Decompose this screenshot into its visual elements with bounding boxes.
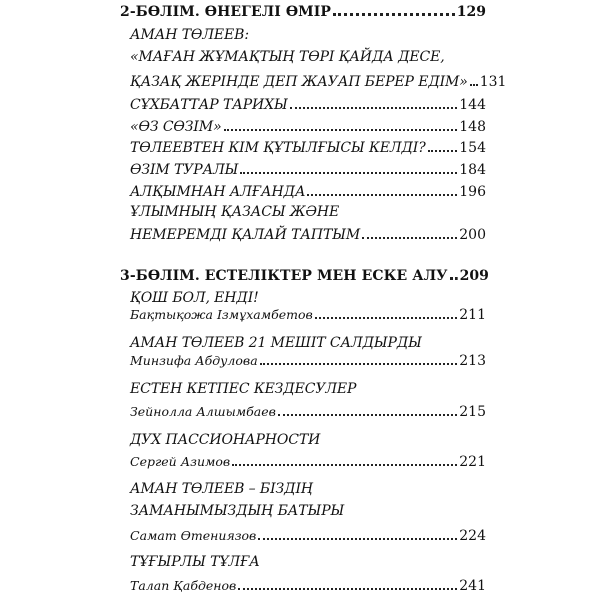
entry-title: ҚОШ БОЛ, ЕНДІ!	[130, 290, 259, 306]
entry-title: АМАН ТӨЛЕЕВ:	[130, 27, 249, 43]
section-title: 3-БӨЛІМ. ЕСТЕЛІКТЕР МЕН ЕСКЕ АЛУ	[120, 268, 448, 284]
entry-author: Минзифа Абдулова	[130, 353, 258, 368]
entry-title: СҰХБАТТАР ТАРИХЫ	[130, 97, 288, 113]
toc-entry-line	[130, 27, 486, 43]
dot-leader	[260, 351, 458, 365]
entry-author: Талап Қабденов	[130, 578, 237, 593]
entry-page-number: 224	[459, 528, 486, 544]
entry-page-number: 131	[479, 74, 507, 90]
entry-title: ЗАМАНЫМЫЗДЫҢ БАТЫРЫ	[130, 503, 345, 519]
dot-leader	[238, 576, 457, 590]
toc-entry-line	[130, 204, 486, 220]
toc-entry[interactable]	[130, 182, 486, 200]
entry-title: «МАҒАН ЖҰМАҚТЫҢ ТӨРІ ҚАЙДА ДЕСЕ,	[130, 49, 445, 65]
dot-leader	[333, 2, 455, 16]
toc-entry[interactable]	[130, 305, 486, 323]
section-title: 2-БӨЛІМ. ӨНЕГЕЛІ ӨМІР	[120, 4, 331, 20]
entry-page-number: 196	[459, 184, 486, 200]
entry-title-line	[130, 290, 486, 306]
entry-title: «ӨЗ СӨЗІМ»	[130, 119, 222, 135]
table-of-contents	[120, 0, 507, 600]
entry-page-number: 148	[459, 119, 486, 135]
entry-title: ҰЛЫМНЫҢ ҚАЗАСЫ ЖӘНЕ	[130, 204, 340, 220]
toc-entry[interactable]	[130, 402, 486, 420]
entry-page-number: 200	[459, 227, 486, 243]
toc-entry[interactable]	[130, 526, 486, 544]
toc-entry[interactable]	[130, 138, 486, 156]
entry-page-number: 211	[459, 307, 486, 323]
toc-entry[interactable]	[130, 117, 486, 135]
entry-title-line	[130, 503, 486, 519]
entry-title: АМАН ТӨЛЕЕВ 21 МЕШІТ САЛДЫРДЫ	[130, 335, 422, 351]
entry-page-number: 241	[459, 578, 486, 594]
dot-leader	[258, 526, 457, 540]
entry-title: ТӨЛЕЕВТЕН КІМ ҚҰТЫЛҒЫСЫ КЕЛДІ?	[130, 140, 426, 156]
entry-title: ДУХ ПАССИОНАРНОСТИ	[130, 432, 321, 448]
entry-author: Самат Өтениязов	[130, 528, 257, 543]
dot-leader	[470, 72, 478, 86]
dot-leader	[315, 305, 458, 319]
entry-title: ҚАЗАҚ ЖЕРІНДЕ ДЕП ЖАУАП БЕРЕР ЕДІМ»	[130, 74, 468, 90]
entry-page-number: 184	[459, 162, 486, 178]
dot-leader	[428, 138, 458, 152]
entry-page-number: 144	[459, 97, 486, 113]
dot-leader	[278, 402, 457, 416]
entry-title-line	[130, 381, 486, 397]
section-page-number: 209	[459, 268, 489, 284]
entry-title-line	[130, 481, 486, 497]
entry-title: АМАН ТӨЛЕЕВ – БІЗДІҢ	[130, 481, 313, 497]
entry-page-number: 221	[459, 454, 486, 470]
dot-leader	[307, 182, 457, 196]
entry-title: АЛҚЫМНАН АЛҒАНДА	[130, 184, 306, 200]
entry-title-line	[130, 554, 486, 570]
dot-leader	[362, 225, 457, 239]
entry-author: Сергей Азимов	[130, 454, 231, 469]
toc-entry[interactable]	[130, 452, 486, 470]
toc-entry[interactable]	[130, 351, 486, 369]
dot-leader	[224, 117, 458, 131]
section-heading[interactable]	[120, 2, 486, 20]
entry-author: Зейнолла Алшымбаев	[130, 404, 276, 419]
dot-leader	[232, 452, 457, 466]
entry-page-number: 215	[459, 404, 486, 420]
entry-page-number: 213	[459, 353, 486, 369]
dot-leader	[240, 160, 457, 174]
entry-title-line	[130, 432, 486, 448]
toc-entry[interactable]	[130, 576, 486, 594]
entry-title: НЕМЕРЕМДІ ҚАЛАЙ ТАПТЫМ	[130, 227, 361, 243]
entry-page-number: 154	[459, 140, 486, 156]
entry-title: ТҰҒЫРЛЫ ТҰЛҒА	[130, 554, 260, 570]
section-page-number: 129	[456, 4, 486, 20]
entry-title: ӨЗІМ ТУРАЛЫ	[130, 162, 239, 178]
toc-entry[interactable]	[130, 225, 486, 243]
dot-leader	[290, 95, 458, 109]
section-heading[interactable]	[120, 266, 489, 284]
toc-entry[interactable]	[130, 160, 486, 178]
dot-leader	[450, 266, 458, 280]
toc-entry[interactable]	[130, 95, 486, 113]
entry-author: Бақтықожа Ізмұхамбетов	[130, 307, 313, 322]
toc-entry[interactable]	[130, 72, 507, 90]
toc-entry-line	[130, 49, 486, 65]
entry-title: ЕСТЕН КЕТПЕС КЕЗДЕСУЛЕР	[130, 381, 357, 397]
entry-title-line	[130, 335, 486, 351]
